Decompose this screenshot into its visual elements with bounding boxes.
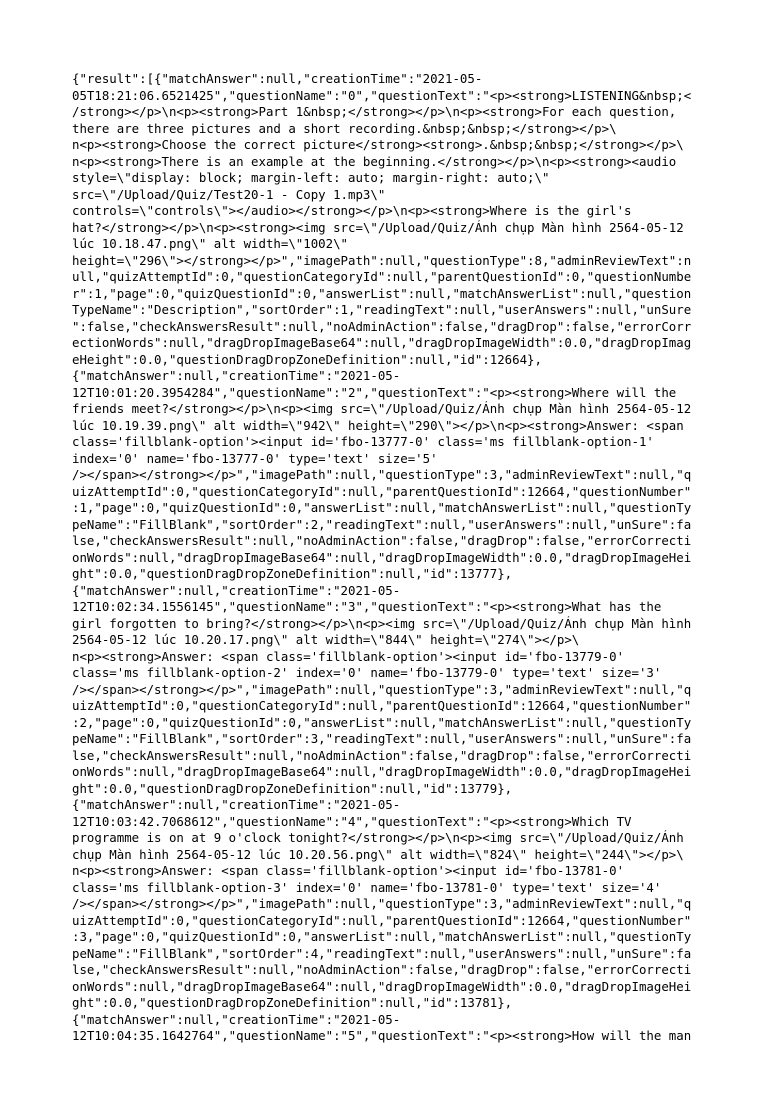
- text-line: programme is on at 9 o'clock tonight?</strong></p>\n<p><img src=\"/Upload/Quiz/Ảnh: [72, 830, 700, 847]
- text-line: {"matchAnswer":null,"creationTime":"2021-05-: [72, 1012, 700, 1029]
- text-line: /></span></strong></p>","imagePath":null,"questionType":3,"adminReviewText":null,"q: [72, 467, 700, 484]
- text-line: n<p><strong>Choose the correct picture</strong><strong>.&nbsp;&nbsp;</strong></p>\: [72, 137, 700, 154]
- text-line: src=\"/Upload/Quiz/Test20-1 - Copy 1.mp3\": [72, 187, 700, 204]
- text-line: peName":"FillBlank","sortOrder":4,"readingText":null,"userAnswers":null,"unSure":fa: [72, 946, 700, 963]
- text-line: 12T10:02:34.1556145","questionName":"3","questionText":"<p><strong>What has the: [72, 599, 700, 616]
- text-line: chụp Màn hình 2564-05-12 lúc 10.20.56.png\" alt width=\"824\" height=\"244\"></p>\: [72, 847, 700, 864]
- text-line: onWords":null,"dragDropImageBase64":null,"dragDropImageWidth":0.0,"dragDropImageHei: [72, 764, 700, 781]
- text-line: [72, 1045, 700, 1062]
- text-line: ght":0.0,"questionDragDropZoneDefinition":null,"id":13779},: [72, 781, 700, 798]
- text-line: 2564-05-12 lúc 10.20.17.png\" alt width=\"844\" height=\"274\"></p>\: [72, 632, 700, 649]
- text-line: :2,"page":0,"quizQuestionId":0,"answerList":null,"matchAnswerList":null,"questionTy: [72, 715, 700, 732]
- document-page: [72, 71, 700, 1094]
- text-line: 12T10:01:20.3954284","questionName":"2","questionText":"<p><strong>Where will the: [72, 385, 700, 402]
- text-line: [72, 1061, 700, 1078]
- text-line: class='ms fillblank-option-3' index='0' name='fbo-13781-0' type='text' size='4': [72, 880, 700, 897]
- text-line: onWords":null,"dragDropImageBase64":null,"dragDropImageWidth":0.0,"dragDropImageHei: [72, 550, 700, 567]
- text-line: lse,"checkAnswersResult":null,"noAdminAction":false,"dragDrop":false,"errorCorrecti: [72, 748, 700, 765]
- text-line: /strong></p>\n<p><strong>Part 1&nbsp;</strong></p>\n<p><strong>For each question,: [72, 104, 700, 121]
- text-line: 12T10:04:35.1642764","questionName":"5","questionText":"<p><strong>How will the man: [72, 1028, 700, 1045]
- text-line: r":1,"page":0,"quizQuestionId":0,"answerList":null,"matchAnswerList":null,"question: [72, 286, 700, 303]
- text-line: index='0' name='fbo-13777-0' type='text' size='5': [72, 451, 700, 468]
- text-line: n<p><strong>There is an example at the beginning.</strong></p>\n<p><strong><audio: [72, 154, 700, 171]
- text-line: uizAttemptId":0,"questionCategoryId":null,"parentQuestionId":12664,"questionNumber": [72, 484, 700, 501]
- text-line: eHeight":0.0,"questionDragDropZoneDefinition":null,"id":12664},: [72, 352, 700, 369]
- text-line: controls=\"controls\"></audio></strong></p>\n<p><strong>Where is the girl's: [72, 203, 700, 220]
- text-line: uizAttemptId":0,"questionCategoryId":null,"parentQuestionId":12664,"questionNumber": [72, 698, 700, 715]
- text-line: 05T18:21:06.6521425","questionName":"0","questionText":"<p><strong>LISTENING&nbsp;<: [72, 88, 700, 105]
- text-line: TypeName":"Description","sortOrder":1,"readingText":null,"userAnswers":null,"unSure: [72, 302, 700, 319]
- text-line: :1,"page":0,"quizQuestionId":0,"answerList":null,"matchAnswerList":null,"questionTy: [72, 500, 700, 517]
- text-line: height=\"296\"></strong></p>","imagePath":null,"questionType":8,"adminReviewText":n: [72, 253, 700, 270]
- text-line: hat?</strong></p>\n<p><strong><img src=\"/Upload/Quiz/Ảnh chụp Màn hình 2564-05-12: [72, 220, 700, 237]
- text-line: :3,"page":0,"quizQuestionId":0,"answerList":null,"matchAnswerList":null,"questionTy: [72, 929, 700, 946]
- text-line: ght":0.0,"questionDragDropZoneDefinition":null,"id":13781},: [72, 995, 700, 1012]
- text-line: peName":"FillBlank","sortOrder":3,"readingText":null,"userAnswers":null,"unSure":fa: [72, 731, 700, 748]
- text-line: ght":0.0,"questionDragDropZoneDefinition":null,"id":13777},: [72, 566, 700, 583]
- text-line: /></span></strong></p>","imagePath":null,"questionType":3,"adminReviewText":null,"q: [72, 682, 700, 699]
- text-line: {"matchAnswer":null,"creationTime":"2021-05-: [72, 797, 700, 814]
- text-line: there are three pictures and a short recording.&nbsp;&nbsp;</strong></p>\: [72, 121, 700, 138]
- text-line: ull,"quizAttemptId":0,"questionCategoryId":null,"parentQuestionId":0,"questionNumbe: [72, 269, 700, 286]
- text-line: {"result":[{"matchAnswer":null,"creationTime":"2021-05-: [72, 71, 700, 88]
- text-line: ectionWords":null,"dragDropImageBase64":null,"dragDropImageWidth":0.0,"dragDropImag: [72, 335, 700, 352]
- text-line: style=\"display: block; margin-left: auto; margin-right: auto;\": [72, 170, 700, 187]
- text-line: lúc 10.19.39.png\" alt width=\"942\" height=\"290\"></p>\n<p><strong>Answer: <span: [72, 418, 700, 435]
- text-line: uizAttemptId":0,"questionCategoryId":null,"parentQuestionId":12664,"questionNumber": [72, 913, 700, 930]
- text-line: peName":"FillBlank","sortOrder":2,"readingText":null,"userAnswers":null,"unSure":fa: [72, 517, 700, 534]
- text-line: lse,"checkAnswersResult":null,"noAdminAction":false,"dragDrop":false,"errorCorrecti: [72, 962, 700, 979]
- text-line: girl forgotten to bring?</strong></p>\n<p><img src=\"/Upload/Quiz/Ảnh chụp Màn hình: [72, 616, 700, 633]
- text-line: [72, 1078, 700, 1094]
- text-line: class='ms fillblank-option-2' index='0' name='fbo-13779-0' type='text' size='3': [72, 665, 700, 682]
- text-line: lse,"checkAnswersResult":null,"noAdminAction":false,"dragDrop":false,"errorCorrecti: [72, 533, 700, 550]
- text-line: n<p><strong>Answer: <span class='fillblank-option'><input id='fbo-13779-0': [72, 649, 700, 666]
- text-line: onWords":null,"dragDropImageBase64":null,"dragDropImageWidth":0.0,"dragDropImageHei: [72, 979, 700, 996]
- text-line: {"matchAnswer":null,"creationTime":"2021-05-: [72, 583, 700, 600]
- text-line: ":false,"checkAnswersResult":null,"noAdminAction":false,"dragDrop":false,"errorCorr: [72, 319, 700, 336]
- text-line: class='fillblank-option'><input id='fbo-13777-0' class='ms fillblank-option-1': [72, 434, 700, 451]
- text-line: friends meet?</strong></p>\n<p><img src=\"/Upload/Quiz/Ảnh chụp Màn hình 2564-05-12: [72, 401, 700, 418]
- text-line: lúc 10.18.47.png\" alt width=\"1002\": [72, 236, 700, 253]
- text-line: n<p><strong>Answer: <span class='fillblank-option'><input id='fbo-13781-0': [72, 863, 700, 880]
- text-line: 12T10:03:42.7068612","questionName":"4","questionText":"<p><strong>Which TV: [72, 814, 700, 831]
- text-line: {"matchAnswer":null,"creationTime":"2021-05-: [72, 368, 700, 385]
- text-line: /></span></strong></p>","imagePath":null,"questionType":3,"adminReviewText":null,"q: [72, 896, 700, 913]
- raw-json-text: [72, 71, 700, 1094]
